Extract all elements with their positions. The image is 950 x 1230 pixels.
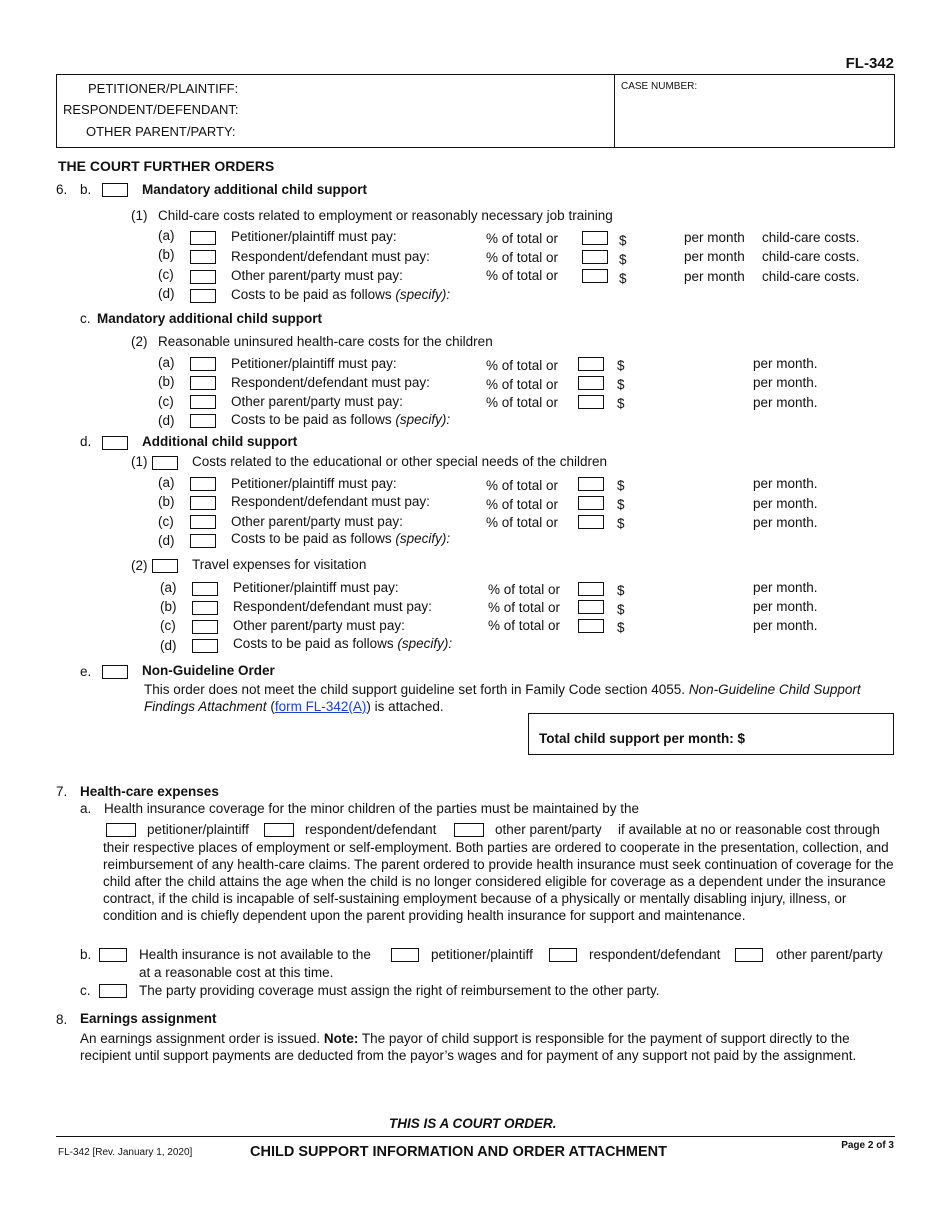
pct-total-label: % of total or bbox=[486, 497, 559, 512]
dollar-sign: $ bbox=[617, 620, 625, 635]
specify-italic: (specify): bbox=[395, 287, 451, 302]
pct-total-label: % of total or bbox=[488, 582, 561, 597]
specify-label bbox=[231, 531, 450, 546]
item-7a-petitioner-checkbox[interactable] bbox=[106, 823, 136, 837]
item-6d-letter: d. bbox=[80, 434, 92, 449]
per-month-label: per month. bbox=[753, 618, 818, 633]
item-7b-line2: at a reasonable cost at this time. bbox=[139, 965, 334, 980]
item-6b1b-checkbox[interactable] bbox=[190, 250, 216, 264]
item-7b-petitioner-label: petitioner/plaintiff bbox=[431, 947, 533, 962]
payer-label: Other parent/party must pay: bbox=[231, 394, 403, 409]
item-6d-checkbox[interactable] bbox=[102, 436, 128, 450]
item-6e-text-italic: Non-Guideline Child Support Findings Attachment bbox=[144, 682, 861, 714]
item-6b1c-amount-box[interactable] bbox=[582, 269, 608, 283]
item-6d2c-amount-box[interactable] bbox=[578, 619, 604, 633]
pct-total-label: % of total or bbox=[486, 231, 559, 246]
item-8-number: 8. bbox=[56, 1012, 68, 1027]
item-7b-petitioner-checkbox[interactable] bbox=[391, 948, 419, 962]
footer-page-number: Page 2 of 3 bbox=[841, 1140, 894, 1151]
item-7a-line-end: if available at no or reasonable cost through bbox=[618, 822, 880, 837]
item-6c2d-checkbox[interactable] bbox=[190, 414, 216, 428]
specify-text: Costs to be paid as follows bbox=[231, 287, 396, 302]
specify-label bbox=[231, 287, 450, 302]
item-7c-text: The party providing coverage must assign the right of reimbursement to the other party. bbox=[139, 983, 660, 998]
specify-label bbox=[231, 412, 450, 427]
specify-text: Costs to be paid as follows bbox=[233, 636, 398, 651]
item-7a-letter: a. bbox=[80, 801, 92, 816]
respondent-label: RESPONDENT/DEFENDANT: bbox=[63, 102, 239, 117]
row-letter: (d) bbox=[160, 638, 177, 653]
item-6d2-text: Travel expenses for visitation bbox=[192, 557, 367, 572]
per-month-label: per month. bbox=[753, 356, 818, 371]
childcare-costs-label: child-care costs. bbox=[762, 249, 860, 264]
item-6c-title: Mandatory additional child support bbox=[97, 311, 323, 326]
item-6c2c-checkbox[interactable] bbox=[190, 395, 216, 409]
item-6d1b-checkbox[interactable] bbox=[190, 496, 216, 510]
row-letter: (d) bbox=[158, 533, 175, 548]
dollar-sign: $ bbox=[619, 252, 627, 267]
item-7a-text: Health insurance coverage for the minor children of the parties must be maintained by the bbox=[104, 801, 640, 816]
childcare-costs-label: child-care costs. bbox=[762, 269, 860, 284]
pct-total-label: % of total or bbox=[486, 515, 559, 530]
per-month-label: per month. bbox=[753, 580, 818, 595]
item-7b-respondent-checkbox[interactable] bbox=[549, 948, 577, 962]
item-7b-letter: b. bbox=[80, 947, 92, 962]
other-parent-label: OTHER PARENT/PARTY: bbox=[86, 124, 236, 139]
specify-text: Costs to be paid as follows bbox=[231, 531, 396, 546]
item-7c-letter: c. bbox=[80, 983, 91, 998]
item-6d2a-checkbox[interactable] bbox=[192, 582, 218, 596]
per-month-label: per month. bbox=[753, 599, 818, 614]
row-letter: (b) bbox=[158, 374, 175, 389]
form-id: FL-342 bbox=[845, 55, 894, 72]
payer-label: Respondent/defendant must pay: bbox=[233, 599, 432, 614]
item-6e-checkbox[interactable] bbox=[102, 665, 128, 679]
item-6c2-number: (2) bbox=[131, 334, 148, 349]
item-7b-other-label: other parent/party bbox=[776, 947, 883, 962]
item-6d-title: Additional child support bbox=[142, 434, 298, 449]
item-6b1c-checkbox[interactable] bbox=[190, 270, 216, 284]
item-6d1b-amount-box[interactable] bbox=[578, 496, 604, 510]
payer-label: Other parent/party must pay: bbox=[231, 514, 403, 529]
total-support-label: Total child support per month: $ bbox=[539, 731, 745, 746]
item-7b-text: Health insurance is not available to the bbox=[139, 947, 371, 962]
item-6e-letter: e. bbox=[80, 664, 92, 679]
item-6-number: 6. bbox=[56, 182, 68, 197]
item-7a-petitioner-label: petitioner/plaintiff bbox=[147, 822, 249, 837]
item-6d1-checkbox[interactable] bbox=[152, 456, 178, 470]
per-month-label: per month. bbox=[753, 476, 818, 491]
pct-total-label: % of total or bbox=[488, 600, 561, 615]
dollar-sign: $ bbox=[617, 583, 625, 598]
item-6d2c-checkbox[interactable] bbox=[192, 620, 218, 634]
per-month-label: per month bbox=[684, 249, 745, 264]
row-letter: (c) bbox=[160, 618, 176, 633]
item-6c2a-amount-box[interactable] bbox=[578, 357, 604, 371]
per-month-label: per month. bbox=[753, 496, 818, 511]
item-6e-text-plain: This order does not meet the child support guideline set forth in Family Code section 4055. bbox=[144, 682, 689, 697]
per-month-label: per month. bbox=[753, 395, 818, 410]
item-6c2b-checkbox[interactable] bbox=[190, 376, 216, 390]
item-6c2-text: Reasonable uninsured health-care costs for the children bbox=[158, 334, 493, 349]
item-7a-paragraph: their respective places of employment or self-employment. Both parties are ordered to cooperate in the presentation, collection, and reimbursement of any health-care claims. The parent ordered to provide health insurance must seek continuation of coverage for the child after the child attains the age when the child is no longer considered eligible for coverage as a dependent under the insurance contract, if the child is incapable of self-sustaining employment because of a physically or mentally disabling injury, illness, or condition and is chiefly dependent upon the parent providing health insurance for support and maintenance. bbox=[103, 840, 894, 923]
pct-total-label: % of total or bbox=[486, 250, 559, 265]
item-6d1a-checkbox[interactable] bbox=[190, 477, 216, 491]
item-6c2b-amount-box[interactable] bbox=[578, 376, 604, 390]
item-6b-checkbox[interactable] bbox=[102, 183, 128, 197]
dollar-sign: $ bbox=[617, 358, 625, 373]
item-6b1b-amount-box[interactable] bbox=[582, 250, 608, 264]
item-6e-text-paren: ( bbox=[266, 699, 275, 714]
item-7b-other-checkbox[interactable] bbox=[735, 948, 763, 962]
per-month-label: per month. bbox=[753, 375, 818, 390]
item-7c-checkbox[interactable] bbox=[99, 984, 127, 998]
item-8-note: Note: bbox=[323, 1031, 359, 1046]
item-6e-text-end: ) is attached. bbox=[366, 699, 444, 714]
item-6d2-number: (2) bbox=[131, 558, 148, 573]
specify-label bbox=[233, 636, 452, 651]
payer-label: Other parent/party must pay: bbox=[233, 618, 405, 633]
dollar-sign: $ bbox=[619, 233, 627, 248]
pct-total-label: % of total or bbox=[486, 268, 559, 283]
specify-text: Costs to be paid as follows bbox=[231, 412, 396, 427]
item-6b1d-checkbox[interactable] bbox=[190, 289, 216, 303]
item-6c-letter: c. bbox=[80, 311, 91, 326]
payer-label: Respondent/defendant must pay: bbox=[231, 494, 430, 509]
dollar-sign: $ bbox=[617, 602, 625, 617]
item-6c2a-checkbox[interactable] bbox=[190, 357, 216, 371]
payer-label: Petitioner/plaintiff must pay: bbox=[233, 580, 399, 595]
item-8-text-a: An earnings assignment order is issued. bbox=[80, 1031, 324, 1046]
item-6d1a-amount-box[interactable] bbox=[578, 477, 604, 491]
item-6e-title: Non-Guideline Order bbox=[142, 663, 275, 678]
payer-label: Petitioner/plaintiff must pay: bbox=[231, 356, 397, 371]
case-number-label: CASE NUMBER: bbox=[621, 81, 698, 92]
specify-italic: (specify): bbox=[397, 636, 453, 651]
row-letter: (c) bbox=[158, 394, 174, 409]
item-6d1d-checkbox[interactable] bbox=[190, 534, 216, 548]
item-7-number: 7. bbox=[56, 784, 68, 799]
caption-divider bbox=[614, 74, 615, 148]
payer-label: Petitioner/plaintiff must pay: bbox=[231, 476, 397, 491]
row-letter: (d) bbox=[158, 286, 175, 301]
payer-label: Petitioner/plaintiff must pay: bbox=[231, 229, 397, 244]
court-order-notice: THIS IS A COURT ORDER. bbox=[389, 1116, 557, 1131]
item-6b1-text: Child-care costs related to employment or reasonably necessary job training bbox=[158, 208, 613, 223]
pct-total-label: % of total or bbox=[486, 358, 559, 373]
item-6d2a-amount-box[interactable] bbox=[578, 582, 604, 596]
row-letter: (a) bbox=[158, 228, 175, 243]
item-6d2d-checkbox[interactable] bbox=[192, 639, 218, 653]
payer-label: Respondent/defendant must pay: bbox=[231, 249, 430, 264]
petitioner-label: PETITIONER/PLAINTIFF: bbox=[88, 81, 239, 96]
pct-total-label: % of total or bbox=[486, 395, 559, 410]
specify-italic: (specify): bbox=[395, 531, 451, 546]
item-7b-checkbox[interactable] bbox=[99, 948, 127, 962]
item-6b1a-amount-box[interactable] bbox=[582, 231, 608, 245]
row-letter: (d) bbox=[158, 413, 175, 428]
item-6d2-checkbox[interactable] bbox=[152, 559, 178, 573]
footer-rule bbox=[56, 1136, 895, 1137]
row-letter: (c) bbox=[158, 514, 174, 529]
item-6b1a-checkbox[interactable] bbox=[190, 231, 216, 245]
item-6d1c-amount-box[interactable] bbox=[578, 515, 604, 529]
row-letter: (b) bbox=[160, 599, 177, 614]
per-month-label: per month. bbox=[753, 515, 818, 530]
item-6d1-text: Costs related to the educational or other special needs of the children bbox=[192, 454, 608, 469]
row-letter: (a) bbox=[158, 355, 175, 370]
dollar-sign: $ bbox=[617, 478, 625, 493]
payer-label: Respondent/defendant must pay: bbox=[231, 375, 430, 390]
dollar-sign: $ bbox=[617, 516, 625, 531]
payer-label: Other parent/party must pay: bbox=[231, 268, 403, 283]
pct-total-label: % of total or bbox=[486, 478, 559, 493]
row-letter: (b) bbox=[158, 247, 175, 262]
per-month-label: per month bbox=[684, 230, 745, 245]
footer-title: CHILD SUPPORT INFORMATION AND ORDER ATTACHMENT bbox=[250, 1144, 667, 1160]
item-7a-respondent-label: respondent/defendant bbox=[305, 822, 437, 837]
dollar-sign: $ bbox=[617, 497, 625, 512]
row-letter: (c) bbox=[158, 267, 174, 282]
item-6c2c-amount-box[interactable] bbox=[578, 395, 604, 409]
item-8-text-b: The payor of child support is responsible for the payment of support directly to the recipient until support payments are deducted from the payor’s wages and for payment of any support not paid by the assignment. bbox=[80, 1031, 857, 1063]
dollar-sign: $ bbox=[617, 396, 625, 411]
item-6d1-number: (1) bbox=[131, 454, 148, 469]
item-6d1c-checkbox[interactable] bbox=[190, 515, 216, 529]
item-6b-title: Mandatory additional child support bbox=[142, 182, 368, 197]
specify-italic: (specify): bbox=[395, 412, 451, 427]
per-month-label: per month bbox=[684, 269, 745, 284]
item-6e-text bbox=[144, 681, 894, 715]
item-7a-other-label: other parent/party bbox=[495, 822, 602, 837]
item-7b-respondent-label: respondent/defendant bbox=[589, 947, 721, 962]
row-letter: (a) bbox=[158, 475, 175, 490]
item-8-title: Earnings assignment bbox=[80, 1011, 217, 1026]
item-8-text bbox=[80, 1030, 892, 1064]
item-7a-respondent-checkbox[interactable] bbox=[264, 823, 294, 837]
item-6b1-number: (1) bbox=[131, 208, 148, 223]
item-6b-letter: b. bbox=[80, 182, 92, 197]
item-6d2b-amount-box[interactable] bbox=[578, 600, 604, 614]
court-further-orders: THE COURT FURTHER ORDERS bbox=[58, 158, 275, 174]
item-7-title: Health-care expenses bbox=[80, 784, 219, 799]
item-6d2b-checkbox[interactable] bbox=[192, 601, 218, 615]
childcare-costs-label: child-care costs. bbox=[762, 230, 860, 245]
form-fl-342a-link[interactable]: form FL-342(A) bbox=[274, 699, 367, 714]
dollar-sign: $ bbox=[617, 377, 625, 392]
footer-revision: FL-342 [Rev. January 1, 2020] bbox=[58, 1147, 193, 1158]
row-letter: (b) bbox=[158, 494, 175, 509]
dollar-sign: $ bbox=[619, 271, 627, 286]
pct-total-label: % of total or bbox=[488, 618, 561, 633]
pct-total-label: % of total or bbox=[486, 377, 559, 392]
row-letter: (a) bbox=[160, 580, 177, 595]
item-7a-other-checkbox[interactable] bbox=[454, 823, 484, 837]
